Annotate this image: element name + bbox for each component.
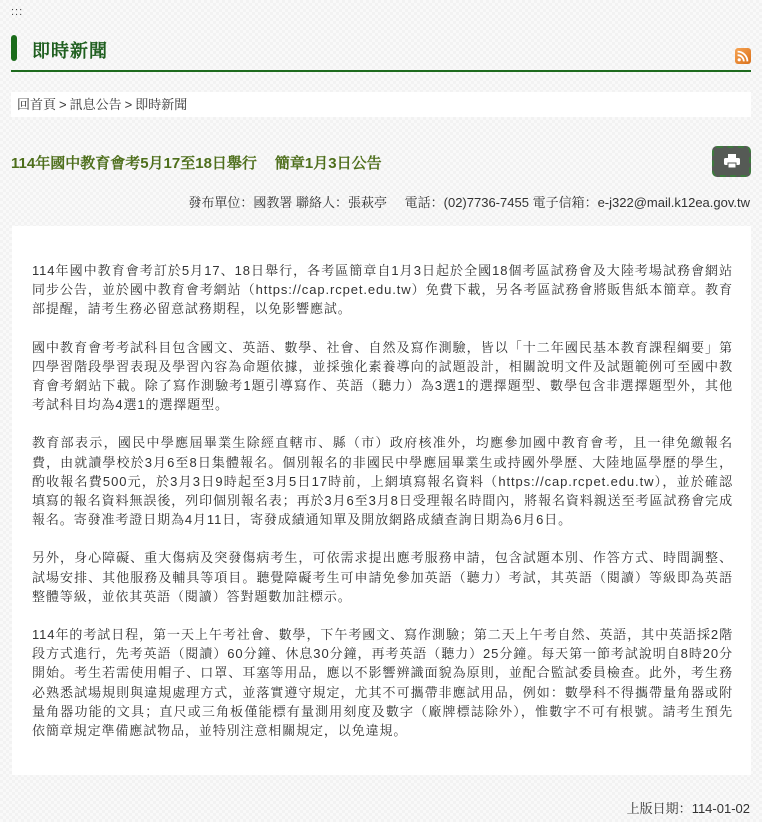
update-date-label: 上版日期： <box>626 801 692 816</box>
email-label: 電子信箱： <box>532 195 598 210</box>
article-meta <box>188 192 750 211</box>
publisher-label: 發布單位： <box>188 195 254 210</box>
print-button[interactable] <box>712 146 751 177</box>
article-body <box>12 226 751 775</box>
page-heading <box>11 34 751 72</box>
email-value[interactable]: e-j322@mail.k12ea.gov.tw <box>597 195 750 210</box>
article-title-sub: 簡章1月3日公告 <box>274 155 382 172</box>
article-paragraph: 另外，身心障礙、重大傷病及突發傷病考生，可依需求提出應考服務申請，包含試題本別、作答方式、時間調整、試場安排、其他服務及輔具等項目。聽覺障礙考生可申請免參加英語（聽力）考試，其英語（閱讀）等級即為英語整體等級，並依其英語（閱讀）答對題數加註標示。 <box>32 550 733 604</box>
heading-accent-bar <box>11 35 17 61</box>
article-paragraph: 114年的考試日程，第一天上午考社會、數學，下午考國文、寫作測驗；第二天上午考自然、英語，其中英語採2階段方式進行，先考英語（閱讀）60分鐘、休息30分鐘，再考英語（聽力）25分鐘。每天第一節考試說明自8時20分開始。考生若需使用帽子、口罩、耳塞等用品，應以不影響辨識面貌為原則，並配合監試委員檢查。此外，考生務必熟悉試場規則與違規處理方式，並落實遵守規定，尤其不可攜帶非應試用品，例如：數學科不得攜帶量角器或附量角器功能的文具；直尺或三角板僅能標有量測用刻度及數字（廠牌標誌除外），惟數字不可有根號。請考生預先依簡章規定準備應試物品，並特別注意相關規定，以免違規。 <box>32 627 733 739</box>
breadcrumb-announcements[interactable]: 訊息公告 <box>69 97 122 112</box>
rss-feed-icon[interactable] <box>735 48 751 64</box>
breadcrumb-news[interactable]: 即時新聞 <box>135 97 188 112</box>
update-date <box>627 798 750 817</box>
page-title: 即時新聞 <box>32 41 108 61</box>
breadcrumb-separator: > <box>59 97 67 112</box>
article-paragraph: 114年國中教育會考訂於5月17、18日舉行，各考區簡章自1月3日起於全國18個考區試務會及大陸考場試務會網站同步公告，並於國中教育會考網站（https://cap.rcpet.edu.tw）免費下載，另各考區試務會將販售紙本簡章。教育部提醒，請考生務必留意試務期程，以免影響應試。 <box>32 263 733 317</box>
phone-value: (02)7736-7455 <box>443 195 529 210</box>
breadcrumb-separator: > <box>124 97 133 112</box>
accesskey-anchor[interactable]: ::: <box>11 6 24 18</box>
breadcrumb-home[interactable]: 回首頁 <box>17 97 57 112</box>
article-title <box>11 152 382 173</box>
phone-label: 電話： <box>404 195 444 210</box>
breadcrumb <box>11 92 751 117</box>
contact-label: 聯絡人： <box>295 195 348 210</box>
publisher-value: 國教署 <box>253 195 293 210</box>
contact-value: 張萩亭 <box>347 195 387 210</box>
article-paragraph: 國中教育會考考試科目包含國文、英語、數學、社會、自然及寫作測驗，皆以「十二年國民基本教育課程綱要」第四學習階段學習表現及學習內容為命題依據，並採強化素養導向的試題設計，相關說明文件及試題範例可至國中教育會考網站下載。除了寫作測驗考1題引導寫作、英語（聽力）為3選1的選擇題型、數學包含非選擇題型外，其他考試科目均為4選1的選擇題型。 <box>32 339 733 413</box>
article-paragraph: 教育部表示，國民中學應屆畢業生除經直轄市、縣（市）政府核准外，均應參加國中教育會考，且一律免繳報名費，由就讀學校於3月6至8日集體報名。個別報名的非國民中學應屆畢業生或持國外學歷、大陸地區學歷的學生，酌收報名費500元，於3月3日9時起至3月5日17時前，上網填寫報名資料（https://cap.rcpet.edu.tw），並於確認填寫的報名資料無誤後，列印個別報名表；再於3月6至3月8日受理報名時間內，將報名資料親送至考區試務會完成報名。寄發准考證日期為4月11日，寄發成績通知單及開放網路成績查詢日期為6月6日。 <box>32 435 733 528</box>
printer-icon <box>724 154 740 168</box>
article-title-main: 114年國中教育會考5月17至18日舉行 <box>11 155 257 172</box>
update-date-value: 114-01-02 <box>691 801 750 816</box>
